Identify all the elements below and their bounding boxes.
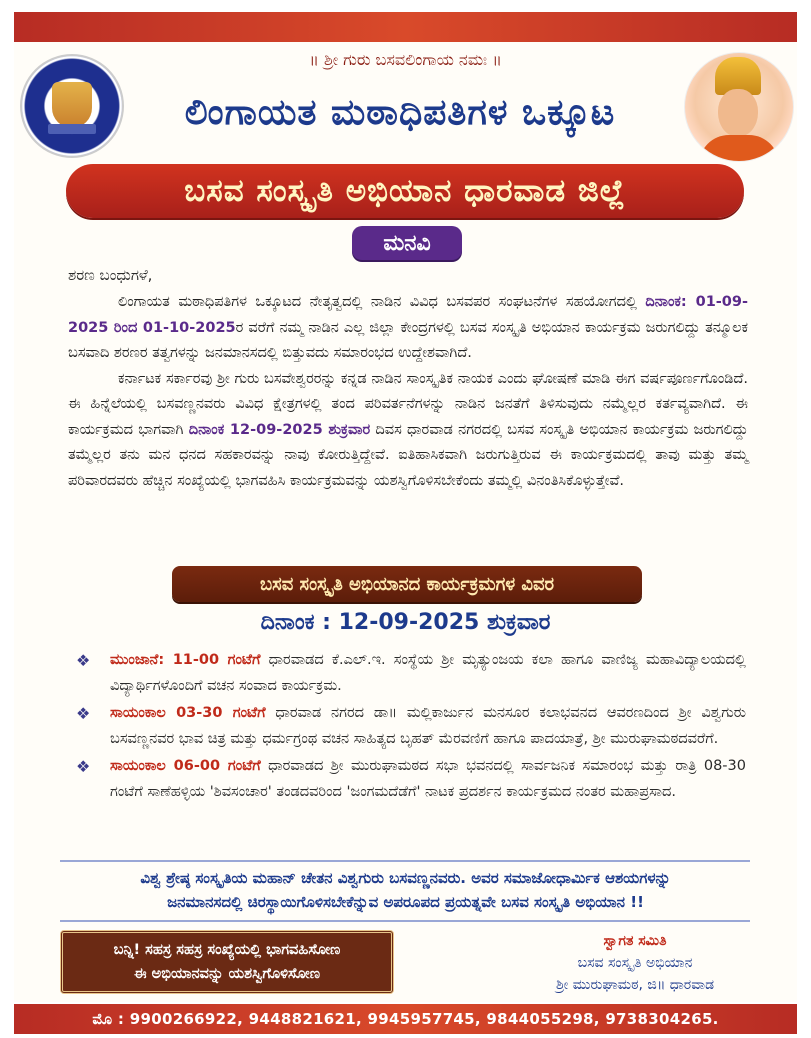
- event-description: ಧಾರವಾಡದ ಶ್ರೀ ಮುರುಘಾಮಠದ ಸಭಾ ಭವನದಲ್ಲಿ ಸಾರ್ವಜನಿಕ ಸಮಾರಂಭ ಮತ್ತು ರಾತ್ರಿ 08-30 ಗಂಟೆಗೆ ಸಾಣೆಹಳ್ಳಿಯ 'ಶಿವಸಂಚಾರ' ತಂಡದವರಿಂದ 'ಜಂಗಮದೆಡೆಗೆ' ನಾಟಕ ಪ್ರದರ್ಶನ ಕಾರ್ಯಕ್ರಮದ ನಂತರ ಮಹಾಪ್ರಸಾದ.: [110, 758, 746, 800]
- para2-rest: ದಿವಸ ಧಾರವಾಡ ನಗರದಲ್ಲಿ ಬಸವ ಸಂಸ್ಕೃತಿ ಅಭಿಯಾನ ಕಾರ್ಯಕ್ರಮ ಜರುಗಲಿದ್ದು ತಮ್ಮೆಲ್ಲರ ತನು ಮನ ಧನದ ಸಹಕಾರವನ್ನು ನಾವು ಕೋರುತ್ತಿದ್ದೇವೆ. ಐತಿಹಾಸಿಕವಾಗಿ ಜರುಗುತ್ತಿರುವ ಈ ಕಾರ್ಯಕ್ರಮದಲ್ಲಿ ತಾವು ಮತ್ತು ತಮ್ಮ ಪರಿವಾರದವರು ಹೆಚ್ಚಿನ ಸಂಖ್ಯೆಯಲ್ಲಿ ಭಾಗವಹಿಸಿ ಕಾರ್ಯಕ್ರಮವನ್ನು ಯಶಸ್ವಿಗೊಳಿಸಬೇಕೆಂದು ತಮ್ಮಲ್ಲಿ ವಿನಂತಿಸಿಕೊಳ್ಳುತ್ತೇವೆ.: [68, 421, 749, 489]
- slogan-line-1: ವಿಶ್ವ ಶ್ರೇಷ್ಠ ಸಂಸ್ಕೃತಿಯ ಮಹಾನ್ ಚೇತನ ವಿಶ್ವಗುರು ಬಸವಣ್ಣನವರು. ಅವರ ಸಮಾಜೋಧಾರ್ಮಿಕ ಆಶಯಗಳನ್ನು: [140, 869, 671, 887]
- signature-block: [530, 930, 740, 996]
- diamond-bullet-icon: ❖: [76, 757, 91, 776]
- top-decorative-bar: [14, 12, 797, 42]
- logo-base: [48, 124, 96, 134]
- portrait-face: [718, 89, 758, 137]
- letter-body: [68, 290, 748, 494]
- divider-top: [60, 860, 750, 862]
- diamond-bullet-icon: ❖: [76, 651, 91, 670]
- para1-rest: ರ ವರೆಗೆ ನಮ್ಮ ನಾಡಿನ ಎಲ್ಲ ಜಿಲ್ಲಾ ಕೇಂದ್ರಗಳಲ್ಲಿ ಬಸವ ಸಂಸ್ಕೃತಿ ಅಭಿಯಾನ ಕಾರ್ಯಕ್ರಮ ಜರುಗಲಿದ್ದು ತನ್ಮೂಲಕ ಬಸವಾದಿ ಶರಣರ ತತ್ವಗಳನ್ನು ಜನಮಾನಸದಲ್ಲಿ ಬಿತ್ತುವದು ಸಮಾರಂಭದ ಉದ್ದೇಶವಾಗಿದೆ.: [68, 319, 748, 361]
- main-title: ಲಿಂಗಾಯತ ಮಠಾಧಿಪತಿಗಳ ಒಕ್ಕೂಟ: [184, 92, 616, 133]
- list-item: [76, 648, 746, 699]
- invocation-text: ॥ ಶ್ರೀ ಗುರು ಬಸವಲಿಂಗಾಯ ನಮಃ ॥: [309, 50, 502, 69]
- signature-campaign: ಬಸವ ಸಂಸ್ಕೃತಿ ಅಭಿಯಾನ: [577, 955, 693, 971]
- invitation-line-1: ಬನ್ನಿ! ಸಹಸ್ರ ಸಹಸ್ರ ಸಂಖ್ಯೆಯಲ್ಲಿ ಭಾಗವಹಿಸೋಣ: [113, 942, 341, 958]
- program-heading: [172, 566, 642, 602]
- list-item: [76, 754, 746, 805]
- event-time: ಮುಂಜಾನೆ: 11-00 ಗಂಟೆಗೆ: [110, 652, 261, 668]
- logo-figure-icon: [52, 82, 92, 128]
- campaign-banner: [66, 164, 744, 218]
- diamond-bullet-icon: ❖: [76, 704, 91, 723]
- footer-contact-bar: [14, 1004, 797, 1034]
- event-time: ಸಾಯಂಕಾಲ 06-00 ಗಂಟೆಗೆ: [110, 758, 261, 774]
- invitation-box: [60, 930, 394, 994]
- program-date: ದಿನಾಂಕ : 12-09-2025 ಶುಕ್ರವಾರ: [260, 610, 551, 635]
- slogan: [50, 866, 761, 914]
- organization-logo: [22, 56, 122, 156]
- paragraph-1: [68, 290, 748, 367]
- event-description: ಧಾರವಾಡ ನಗರದ ಡಾ॥ ಮಲ್ಲಿಕಾರ್ಜುನ ಮನಸೂರ ಕಲಾಭವನದ ಆವರಣದಿಂದ ಶ್ರೀ ವಿಶ್ವಗುರು ಬಸವಣ್ಣನವರ ಭಾವ ಚಿತ್ರ ಮತ್ತು ಧರ್ಮಗ್ರಂಥ ವಚನ ಸಾಹಿತ್ಯದ ಬೃಹತ್ ಮೆರವಣಿಗೆ ಹಾಗೂ ಪಾದಯಾತ್ರೆ, ಶ್ರೀ ಮುರುಘಾಮಠದವರೆಗೆ.: [110, 705, 746, 747]
- list-item: [76, 701, 746, 752]
- para2-date: ದಿನಾಂಕ 12-09-2025 ಶುಕ್ರವಾರ: [188, 421, 371, 438]
- signature-committee: ಸ್ವಾಗತ ಸಮಿತಿ: [603, 933, 667, 949]
- para1-date-range: ದಿನಾಂಕ: 01-09-2025 ರಿಂದ 01-10-2025: [68, 294, 748, 336]
- event-list: [76, 648, 746, 807]
- para2-intro: ಕರ್ನಾಟಕ ಸರ್ಕಾರವು ಶ್ರೀ ಗುರು ಬಸವೇಶ್ವರರನ್ನು ಕನ್ನಡ ನಾಡಿನ ಸಾಂಸ್ಕೃತಿಕ ನಾಯಕ ಎಂದು ಘೋಷಣೆ ಮಾಡಿ ಈಗ ವರ್ಷಪೂರ್ಣಗೊಂಡಿದೆ. ಈ ಹಿನ್ನೆಲೆಯಲ್ಲಿ ಬಸವಣ್ಣನವರು ವಿವಿಧ ಕ್ಷೇತ್ರಗಳಲ್ಲಿ ತಂದ ಪರಿವರ್ತನೆಗಳನ್ನು ನಾಡಿನ ಜನತೆಗೆ ತಿಳಿಸುವುದು ನಮ್ಮೆಲ್ಲರ ಕರ್ತವ್ಯವಾಗಿದೆ. ಈ ಕಾರ್ಯಕ್ರಮದ ಭಾಗವಾಗಿ: [68, 370, 748, 438]
- paragraph-2: [68, 367, 748, 495]
- request-label: [352, 226, 462, 260]
- basavanna-portrait: [684, 52, 794, 162]
- para1-intro: ಲಿಂಗಾಯತ ಮಠಾಧಿಪತಿಗಳ ಒಕ್ಕೂಟದ ನೇತೃತ್ವದಲ್ಲಿ ನಾಡಿನ ವಿವಿಧ ಬಸವಪರ ಸಂಘಟನೆಗಳ ಸಹಯೋಗದಲ್ಲಿ: [118, 294, 637, 310]
- salutation: ಶರಣ ಬಂಧುಗಳೆ,: [68, 266, 153, 284]
- slogan-line-2: ಜನಮಾನಸದಲ್ಲಿ ಚಿರಸ್ಥಾಯಿಗೊಳಿಸಬೇಕೆನ್ನುವ ಅಪರೂಪದ ಪ್ರಯತ್ನವೇ ಬಸವ ಸಂಸ್ಕೃತಿ ಅಭಿಯಾನ !!: [167, 893, 644, 911]
- invitation-line-2: ಈ ಅಭಿಯಾನವನ್ನು ಯಶಸ್ವಿಗೊಳಿಸೋಣ: [134, 966, 320, 982]
- divider-bottom: [60, 920, 750, 922]
- event-time: ಸಾಯಂಕಾಲ 03-30 ಗಂಟೆಗೆ: [110, 705, 266, 721]
- event-description: ಧಾರವಾಡದ ಕೆ.ಎಲ್.ಇ. ಸಂಸ್ಥೆಯ ಶ್ರೀ ಮೃತ್ಯುಂಜಯ ಕಲಾ ಹಾಗೂ ವಾಣಿಜ್ಯ ಮಹಾವಿದ್ಯಾಲಯದಲ್ಲಿ ವಿದ್ಯಾರ್ಥಿಗಳೊಂದಿಗೆ ವಚನ ಸಂವಾದ ಕಾರ್ಯಕ್ರಮ.: [110, 652, 747, 694]
- portrait-robe: [699, 135, 779, 162]
- contact-numbers: ಮೊ : 9900266922, 9448821621, 9945957745, 9844055298, 9738304265.: [92, 1010, 719, 1028]
- signature-address: ಶ್ರೀ ಮುರುಘಾಮಠ, ಜಿ॥ ಧಾರವಾಡ: [555, 977, 715, 993]
- request-label-text: ಮನವಿ: [383, 230, 431, 256]
- campaign-banner-text: ಬಸವ ಸಂಸ್ಕೃತಿ ಅಭಿಯಾನ ಧಾರವಾಡ ಜಿಲ್ಲೆ: [184, 172, 626, 209]
- program-heading-text: ಬಸವ ಸಂಸ್ಕೃತಿ ಅಭಿಯಾನದ ಕಾರ್ಯಕ್ರಮಗಳ ವಿವರ: [259, 573, 555, 595]
